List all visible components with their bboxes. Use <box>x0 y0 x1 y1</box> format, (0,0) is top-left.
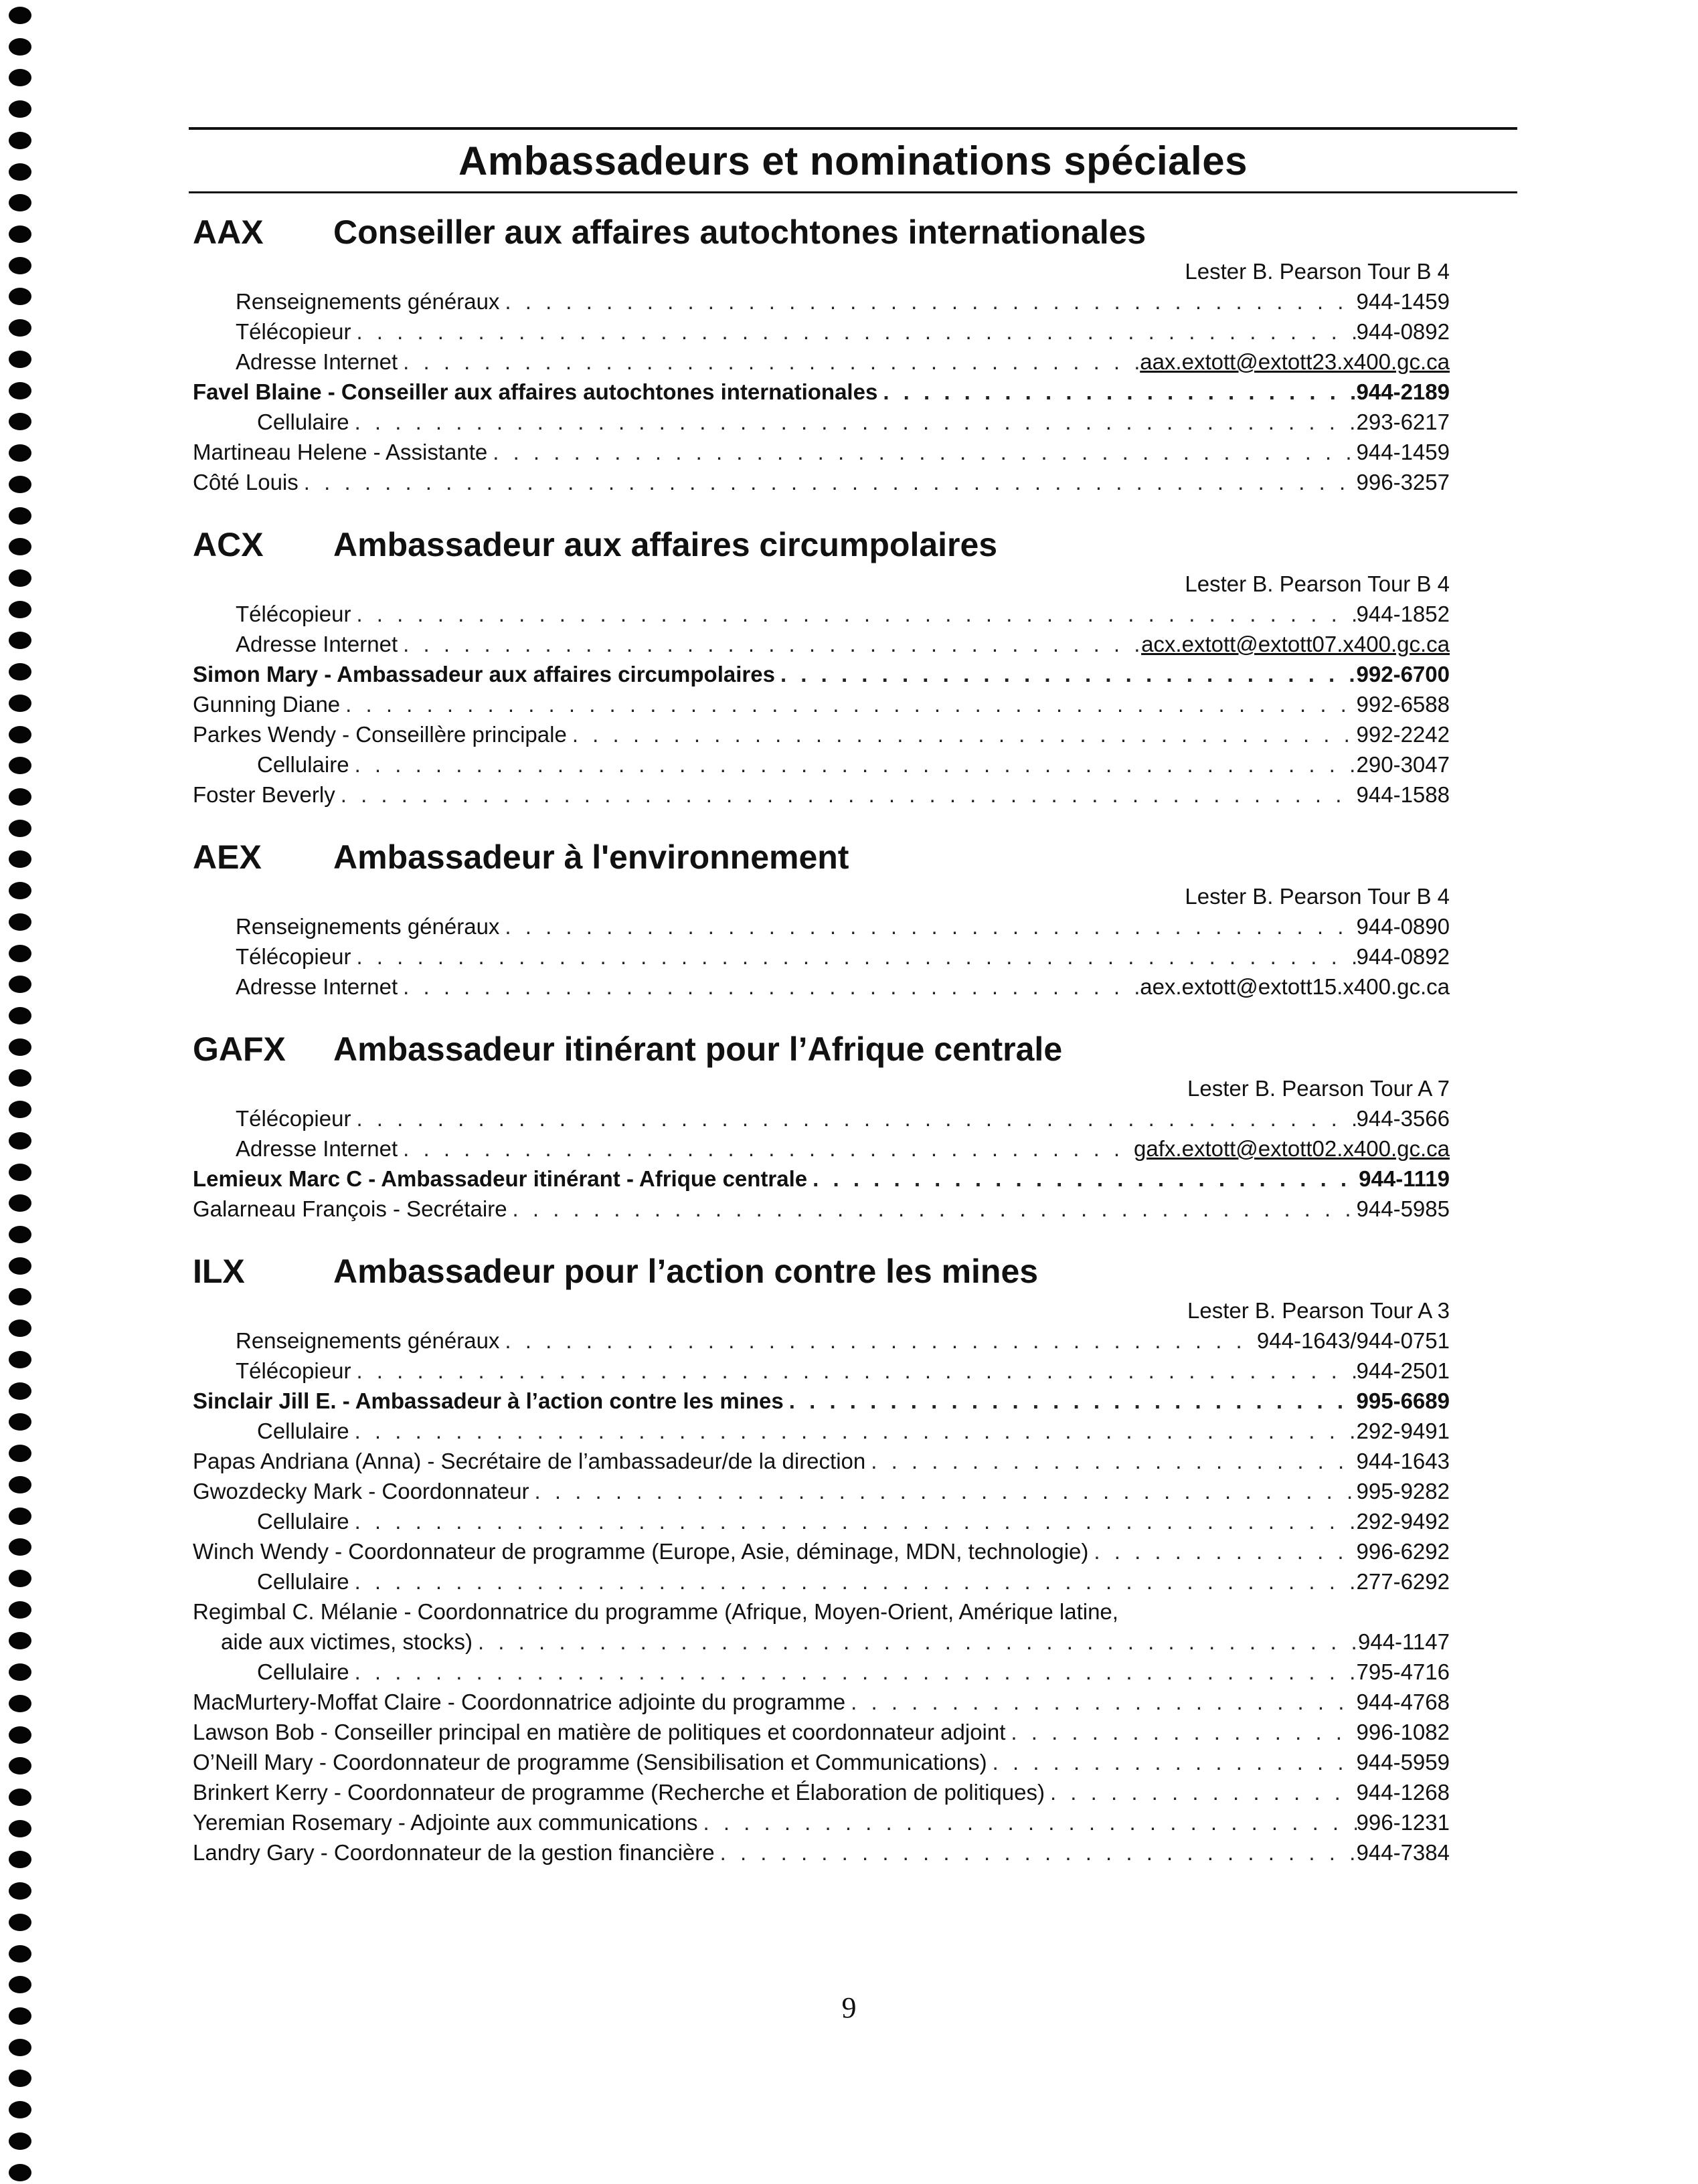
directory-entry <box>193 347 1450 377</box>
binding-hole <box>9 1320 31 1337</box>
binding-hole <box>9 100 31 118</box>
directory-entry <box>193 1837 1450 1868</box>
phone-number: 944-1852 <box>1356 602 1450 626</box>
entry-label: Télécopieur <box>236 319 351 344</box>
phone-number: 944-5985 <box>1356 1196 1450 1221</box>
binding-hole <box>9 1695 31 1712</box>
binding-hole <box>9 444 31 462</box>
binding-hole <box>9 1914 31 1931</box>
section-heading: Ambassadeur aux affaires circumpolaires <box>333 526 998 563</box>
dot-leader <box>349 1416 1357 1446</box>
binding-hole <box>9 882 31 899</box>
entry-label: Adresse Internet <box>236 349 398 374</box>
dot-leader <box>299 467 1357 497</box>
dot-leader <box>715 1837 1357 1868</box>
entry-label: Adresse Internet <box>236 1136 398 1161</box>
binding-hole <box>9 1257 31 1275</box>
phone-number: 944-1147 <box>1357 1629 1450 1654</box>
directory-entry <box>193 1446 1450 1476</box>
binding-hole <box>9 319 31 337</box>
section-aax <box>193 213 1450 497</box>
entry-label: Cellulaire <box>257 1569 349 1594</box>
entry-label: Cellulaire <box>257 1419 349 1443</box>
dot-leader <box>507 1194 1357 1224</box>
entry-label: Landry Gary - Coordonnateur de la gestion financière <box>193 1840 715 1865</box>
binding-hole <box>9 1632 31 1649</box>
entry-label: aide aux victimes, stocks) <box>221 1629 473 1654</box>
directory-entry <box>193 1103 1450 1133</box>
phone-number: 944-1459 <box>1356 289 1450 314</box>
binding-hole <box>9 1663 31 1681</box>
entry-label: Gunning Diane <box>193 692 341 717</box>
phone-number: 944-7384 <box>1356 1840 1450 1865</box>
dot-leader <box>877 377 1356 407</box>
dot-leader <box>351 599 1356 629</box>
binding-hole <box>9 288 31 305</box>
entry-label: Parkes Wendy - Conseillère principale <box>193 722 567 747</box>
page-number: 9 <box>841 1991 857 2024</box>
phone-number: aex.extott@extott15.x400.gc.ca <box>1140 974 1450 999</box>
directory-entry <box>193 629 1450 659</box>
directory-entry <box>193 1506 1450 1536</box>
binding-hole <box>9 2164 31 2181</box>
directory-entry <box>193 1807 1450 1837</box>
section-heading: Ambassadeur à l'environnement <box>333 838 849 876</box>
binding-hole <box>9 382 31 399</box>
binding-hole <box>9 163 31 181</box>
binding-hole <box>9 1132 31 1150</box>
entry-label: Cellulaire <box>257 410 349 434</box>
dot-leader <box>987 1747 1357 1777</box>
binding-hole <box>9 1882 31 1900</box>
phone-number: 992-6588 <box>1356 692 1450 717</box>
binding-hole <box>9 1351 31 1368</box>
binding-hole <box>9 1945 31 1963</box>
entry-label: Sinclair Jill E. - Ambassadeur à l’action contre les mines <box>193 1388 784 1413</box>
dot-leader <box>499 286 1356 316</box>
dot-leader <box>697 1807 1356 1837</box>
binding-hole <box>9 913 31 931</box>
phone-number: 995-9282 <box>1356 1479 1450 1504</box>
binding-hole <box>9 1288 31 1305</box>
page-header <box>189 127 1517 193</box>
phone-number: 944-1588 <box>1356 782 1450 807</box>
binding-hole <box>9 1820 31 1837</box>
binding-hole <box>9 7 31 24</box>
directory-entry <box>193 780 1450 810</box>
dot-leader <box>775 659 1357 689</box>
section-gafx <box>193 1030 1450 1224</box>
binding-hole <box>9 1538 31 1556</box>
binding-hole <box>9 1851 31 1868</box>
directory-entry <box>193 377 1450 407</box>
directory-entry <box>193 689 1450 719</box>
binding-hole <box>9 257 31 274</box>
section-heading-row <box>193 1030 1450 1074</box>
directory-entry <box>193 1476 1450 1506</box>
dot-leader <box>351 1103 1356 1133</box>
entry-label: Yeremian Rosemary - Adjointe aux communications <box>193 1810 698 1835</box>
entry-label: Winch Wendy - Coordonnateur de programme (Europe, Asie, déminage, MDN, technologie) <box>193 1539 1089 1564</box>
binding-hole <box>9 663 31 680</box>
dot-leader <box>351 1356 1356 1386</box>
phone-number: 944-1459 <box>1356 440 1450 464</box>
binding-hole <box>9 132 31 149</box>
entry-label: Télécopieur <box>236 944 351 969</box>
directory-entry <box>193 286 1450 316</box>
email-address: acx.extott@extott07.x400.gc.ca <box>1141 632 1450 656</box>
building-location: Lester B. Pearson Tour B 4 <box>1185 884 1450 909</box>
directory-entry <box>193 1627 1450 1657</box>
entry-label: Renseignements généraux <box>236 914 500 939</box>
dot-leader <box>335 780 1357 810</box>
phone-number: 290-3047 <box>1356 752 1450 777</box>
entry-label: Foster Beverly <box>193 782 335 807</box>
dot-leader <box>1045 1777 1357 1807</box>
dot-leader <box>473 1627 1358 1657</box>
binding-hole <box>9 413 31 430</box>
dot-leader <box>351 941 1356 972</box>
dot-leader <box>487 437 1356 467</box>
directory-entry <box>193 467 1450 497</box>
phone-number: 996-6292 <box>1356 1539 1450 1564</box>
directory-entry <box>193 407 1450 437</box>
phone-number: 292-9492 <box>1356 1509 1450 1534</box>
phone-number: 944-5959 <box>1356 1750 1450 1774</box>
directory-entry <box>193 316 1450 347</box>
directory-entry <box>193 1536 1450 1566</box>
binding-hole <box>9 726 31 743</box>
phone-number: 944-0892 <box>1356 944 1450 969</box>
binding-hole <box>9 1445 31 1462</box>
binding-hole <box>9 1476 31 1493</box>
phone-number: 944-3566 <box>1356 1106 1450 1131</box>
binding-hole <box>9 695 31 712</box>
dot-leader <box>349 749 1357 780</box>
binding-hole <box>9 945 31 962</box>
binding-hole <box>9 1164 31 1181</box>
section-aex <box>193 838 1450 1002</box>
binding-hole <box>9 1570 31 1587</box>
spiral-binding-holes <box>0 7 40 2181</box>
binding-hole <box>9 1069 31 1087</box>
section-code: ILX <box>193 1253 245 1290</box>
binding-hole <box>9 788 31 806</box>
binding-hole <box>9 507 31 525</box>
page-title: Ambassadeurs et nominations spéciales <box>458 138 1248 183</box>
binding-hole <box>9 1194 31 1212</box>
dot-leader <box>845 1687 1356 1717</box>
directory-entry <box>193 1717 1450 1747</box>
directory-entry <box>193 1326 1450 1356</box>
phone-number: 944-1268 <box>1356 1780 1450 1805</box>
section-ilx <box>193 1252 1450 1868</box>
section-heading: Ambassadeur itinérant pour l’Afrique centrale <box>333 1030 1063 1068</box>
dot-leader <box>1088 1536 1356 1566</box>
binding-hole <box>9 1726 31 1744</box>
binding-hole <box>9 2101 31 2118</box>
entry-label: Brinkert Kerry - Coordonnateur de programme (Recherche et Élaboration de politiques) <box>193 1780 1045 1805</box>
binding-hole <box>9 1757 31 1774</box>
directory-entry <box>193 1687 1450 1717</box>
binding-hole <box>9 225 31 243</box>
phone-number: 996-1082 <box>1356 1720 1450 1744</box>
section-code: ACX <box>193 526 264 563</box>
dot-leader <box>865 1446 1356 1476</box>
dot-leader <box>398 972 1140 1002</box>
entry-label: Adresse Internet <box>236 632 398 656</box>
dot-leader <box>1005 1717 1356 1747</box>
directory-entry <box>193 1133 1450 1164</box>
binding-hole <box>9 1101 31 1118</box>
directory-entry <box>193 1356 1450 1386</box>
section-heading: Ambassadeur pour l’action contre les mines <box>333 1253 1039 1290</box>
entry-label: Cellulaire <box>257 1509 349 1534</box>
phone-number: 795-4716 <box>1356 1659 1450 1684</box>
section-acx <box>193 525 1450 810</box>
section-code: GAFX <box>193 1030 286 1068</box>
phone-number: 992-6700 <box>1356 662 1450 687</box>
binding-hole <box>9 2070 31 2087</box>
entry-label: MacMurtery-Moffat Claire - Coordonnatrice adjointe du programme <box>193 1690 846 1714</box>
binding-hole <box>9 1508 31 1525</box>
dot-leader <box>398 1133 1134 1164</box>
directory-entry <box>193 599 1450 629</box>
binding-hole <box>9 2132 31 2150</box>
binding-hole <box>9 69 31 86</box>
binding-hole <box>9 1226 31 1243</box>
dot-leader <box>349 1657 1357 1687</box>
binding-hole <box>9 538 31 555</box>
phone-number: 944-2501 <box>1356 1358 1450 1383</box>
section-heading-row <box>193 525 1450 569</box>
email-address: gafx.extott@extott02.x400.gc.ca <box>1134 1136 1450 1161</box>
phone-number: 293-6217 <box>1356 410 1450 434</box>
entry-label: Renseignements généraux <box>236 289 500 314</box>
directory-entry <box>193 1747 1450 1777</box>
email-address: aax.extott@extott23.x400.gc.ca <box>1140 349 1450 374</box>
directory-entry <box>193 1657 1450 1687</box>
binding-hole <box>9 476 31 493</box>
binding-hole <box>9 38 31 56</box>
dot-leader <box>398 347 1140 377</box>
dot-leader <box>567 719 1357 749</box>
entry-label: Télécopieur <box>236 1358 351 1383</box>
phone-number: 944-0890 <box>1356 914 1450 939</box>
directory-entry <box>193 1164 1450 1194</box>
phone-number: 996-3257 <box>1356 470 1450 494</box>
building-location: Lester B. Pearson Tour A 7 <box>1187 1076 1450 1101</box>
directory-entry <box>193 1194 1450 1224</box>
dot-leader <box>499 1326 1256 1356</box>
dot-leader <box>351 316 1356 347</box>
dot-leader <box>784 1386 1357 1416</box>
phone-number: 944-2189 <box>1356 379 1450 404</box>
dot-leader <box>499 911 1356 941</box>
section-heading: Conseiller aux affaires autochtones internationales <box>333 213 1147 251</box>
binding-hole <box>9 820 31 837</box>
section-code: AEX <box>193 838 262 876</box>
binding-hole <box>9 2039 31 2056</box>
section-heading-row <box>193 213 1450 257</box>
binding-hole <box>9 757 31 774</box>
phone-number: 992-2242 <box>1356 722 1450 747</box>
directory-entry <box>193 749 1450 780</box>
entry-label: Simon Mary - Ambassadeur aux affaires circumpolaires <box>193 662 775 687</box>
building-location: Lester B. Pearson Tour A 3 <box>1187 1298 1450 1323</box>
phone-number: 944-0892 <box>1356 319 1450 344</box>
dot-leader <box>529 1476 1357 1506</box>
entry-label: Favel Blaine - Conseiller aux affaires autochtones internationales <box>193 379 878 404</box>
directory-entry <box>193 1566 1450 1597</box>
entry-label: Cellulaire <box>257 1659 349 1684</box>
directory-content <box>193 213 1450 1896</box>
binding-hole <box>9 1413 31 1431</box>
binding-hole <box>9 1007 31 1024</box>
binding-hole <box>9 1038 31 1056</box>
binding-hole <box>9 850 31 868</box>
directory-entry <box>193 911 1450 941</box>
section-heading-row <box>193 838 1450 882</box>
directory-entry <box>193 719 1450 749</box>
dot-leader <box>349 407 1357 437</box>
directory-entry <box>193 437 1450 467</box>
entry-label: Adresse Internet <box>236 974 398 999</box>
building-location: Lester B. Pearson Tour B 4 <box>1185 571 1450 596</box>
phone-number: 944-1643 <box>1356 1449 1450 1473</box>
building-location: Lester B. Pearson Tour B 4 <box>1185 259 1450 284</box>
entry-label: Gwozdecky Mark - Coordonnateur <box>193 1479 529 1504</box>
phone-number: 292-9491 <box>1356 1419 1450 1443</box>
entry-label: Papas Andriana (Anna) - Secrétaire de l’ambassadeur/de la direction <box>193 1449 866 1473</box>
binding-hole <box>9 976 31 993</box>
section-code: AAX <box>193 213 264 251</box>
dot-leader <box>340 689 1356 719</box>
entry-label: O’Neill Mary - Coordonnateur de programme (Sensibilisation et Communications) <box>193 1750 987 1774</box>
directory-entry <box>193 1386 1450 1416</box>
dot-leader <box>398 629 1141 659</box>
directory-entry <box>193 941 1450 972</box>
phone-number: 996-1231 <box>1356 1810 1450 1835</box>
entry-label: Télécopieur <box>236 1106 351 1131</box>
entry-label: Renseignements généraux <box>236 1328 500 1353</box>
entry-label: Côté Louis <box>193 470 299 494</box>
dot-leader <box>349 1566 1357 1597</box>
phone-number: 944-4768 <box>1356 1690 1450 1714</box>
phone-number: 277-6292 <box>1356 1569 1450 1594</box>
directory-entry <box>193 1416 1450 1446</box>
phone-number: 944-1119 <box>1359 1166 1450 1191</box>
directory-entry <box>193 659 1450 689</box>
binding-hole <box>9 1789 31 1806</box>
binding-hole <box>9 632 31 649</box>
phone-number: 944-1643/944-0751 <box>1256 1328 1450 1353</box>
binding-hole <box>9 569 31 587</box>
entry-label: Lemieux Marc C - Ambassadeur itinérant - Afrique centrale <box>193 1166 808 1191</box>
directory-entry-label: Regimbal C. Mélanie - Coordonnatrice du programme (Afrique, Moyen-Orient, Amérique latine, <box>193 1599 1118 1624</box>
entry-label: Télécopieur <box>236 602 351 626</box>
binding-hole <box>9 601 31 618</box>
dot-leader <box>807 1164 1359 1194</box>
entry-label: Cellulaire <box>257 752 349 777</box>
binding-hole <box>9 194 31 211</box>
directory-entry <box>193 1777 1450 1807</box>
dot-leader <box>349 1506 1357 1536</box>
entry-label: Galarneau François - Secrétaire <box>193 1196 507 1221</box>
binding-hole <box>9 1601 31 1619</box>
section-heading-row <box>193 1252 1450 1296</box>
entry-label: Martineau Helene - Assistante <box>193 440 488 464</box>
entry-label: Lawson Bob - Conseiller principal en matière de politiques et coordonnateur adjoint <box>193 1720 1006 1744</box>
binding-hole <box>9 1382 31 1400</box>
directory-entry <box>193 972 1450 1002</box>
binding-hole <box>9 351 31 368</box>
phone-number: 995-6689 <box>1356 1388 1450 1413</box>
